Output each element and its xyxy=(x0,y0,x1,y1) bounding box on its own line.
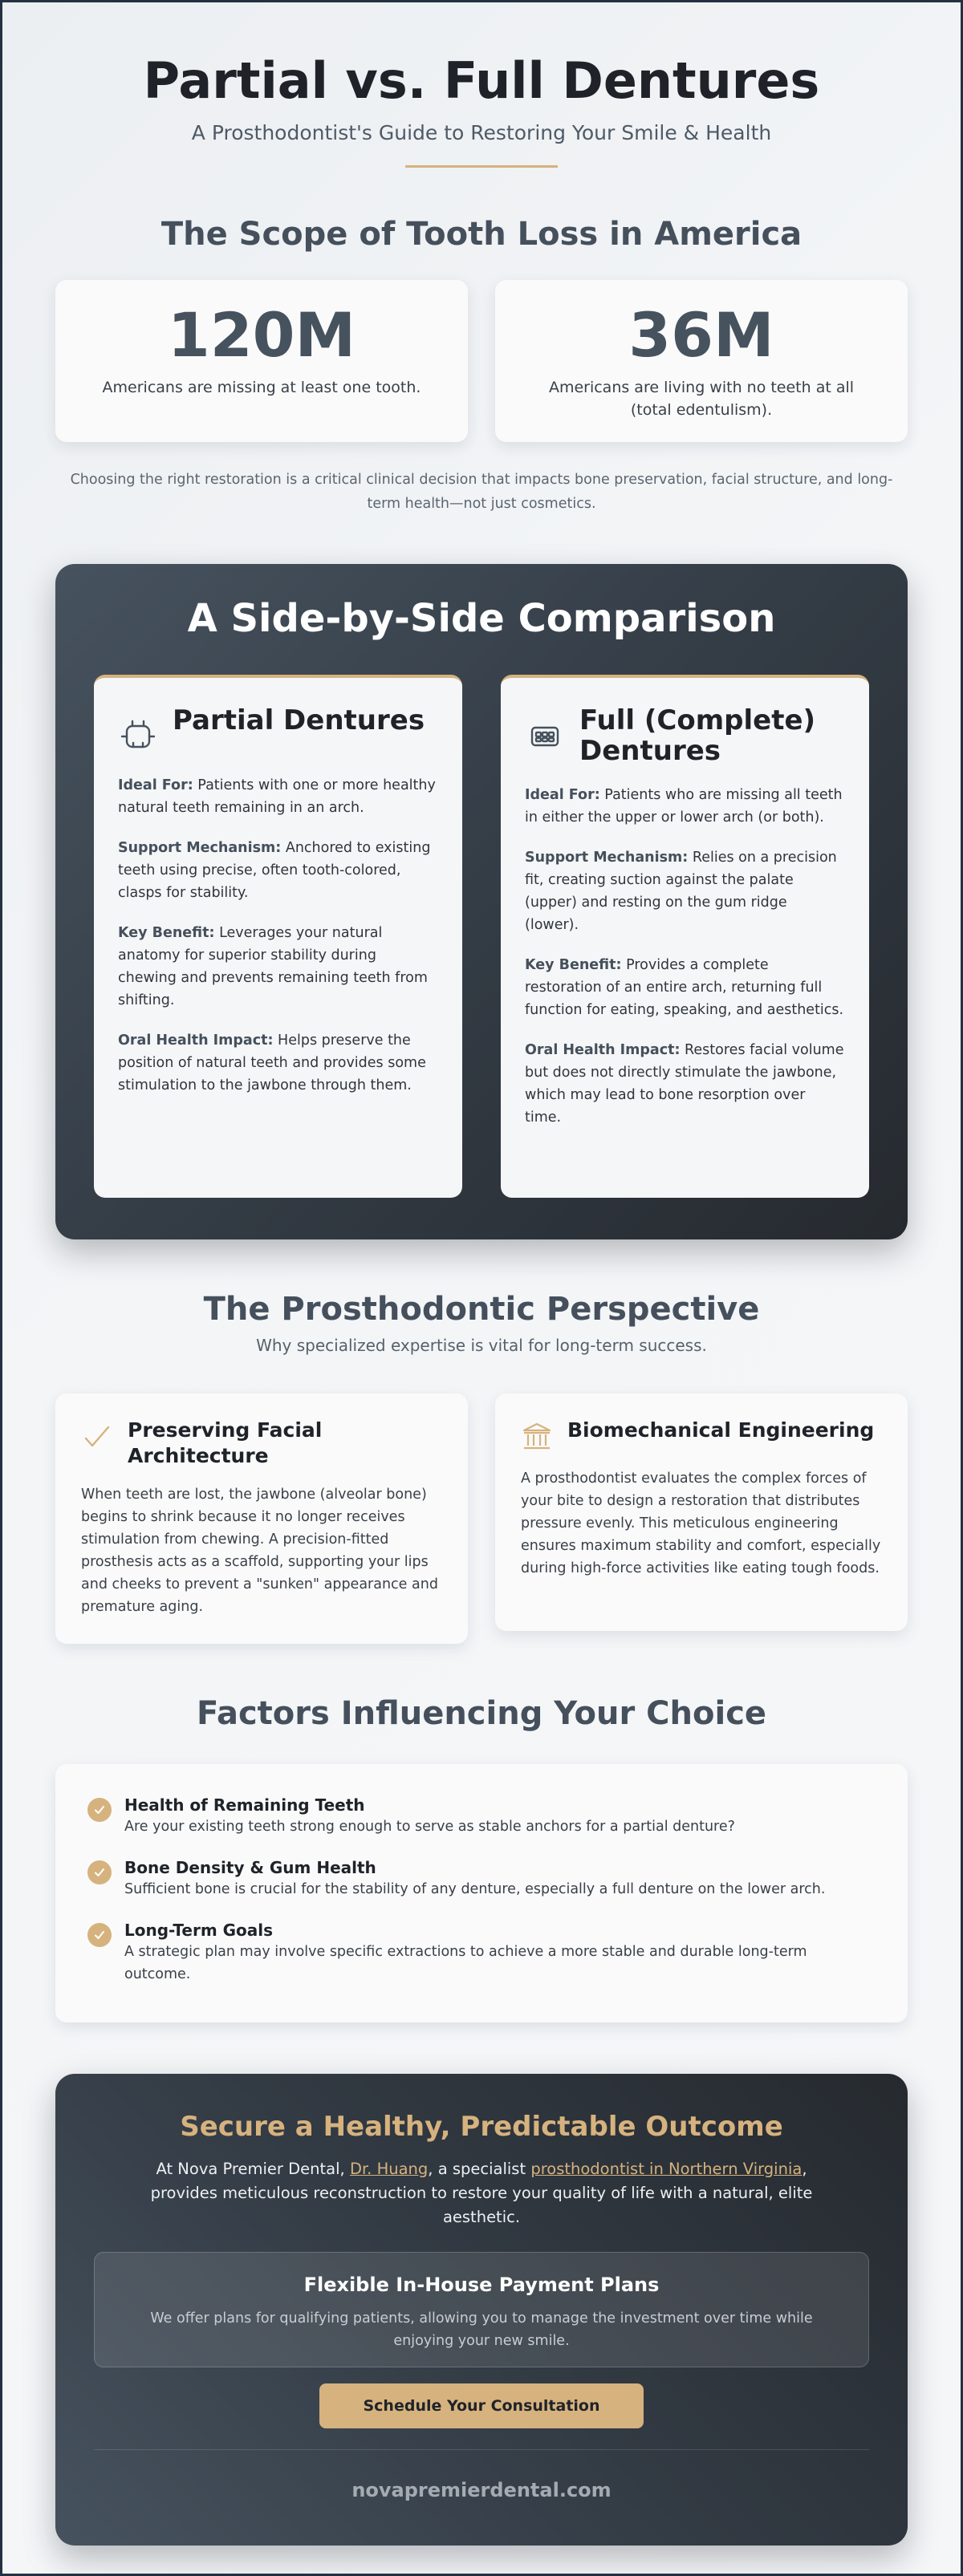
comparison-item-text: Anchored to existing teeth using precise, often tooth-colored, clasps for stability. xyxy=(118,840,431,901)
payment-title: Flexible In-House Payment Plans xyxy=(303,2274,660,2296)
factor-title: Health of Remaining Teeth xyxy=(124,1795,365,1815)
comparison-item xyxy=(525,784,845,829)
header xyxy=(55,2,908,168)
page-title: Partial vs. Full Dentures xyxy=(143,51,820,110)
stat-card xyxy=(495,280,908,442)
stat-description: Americans are living with no teeth at all (total edentulism). xyxy=(548,379,855,419)
comparison-item xyxy=(118,922,438,1012)
cta-text xyxy=(94,2157,869,2229)
comparison-item-text: Restores facial volume but does not directly stimulate the jawbone, which may lead to bone resorption over time. xyxy=(525,1042,844,1126)
factor-text: Are your existing teeth strong enough to serve as stable anchors for a partial denture? xyxy=(124,1819,735,1835)
cta-text-part: , provides meticulous reconstruction to restore your quality of life with a natural, elite aesthetic. xyxy=(150,2160,813,2226)
comparison-card-header xyxy=(525,705,845,766)
perspective-title: The Prosthodontic Perspective xyxy=(203,1291,760,1328)
checkmark-icon xyxy=(81,1421,113,1453)
comparison-item-text: Helps preserve the position of natural teeth and provides some stimulation to the jawbone through them. xyxy=(118,1032,426,1093)
comparison-item-label: Key Benefit: xyxy=(118,925,215,941)
cta-text-part: At Nova Premier Dental, xyxy=(156,2160,350,2178)
comparison-item-text: Patients who are missing all teeth in either the upper or lower arch (or both). xyxy=(525,787,843,826)
perspective-subtitle: Why specialized expertise is vital for long-term success. xyxy=(256,1336,707,1355)
comparison-item-text: Patients with one or more healthy natural teeth remaining in an arch. xyxy=(118,777,436,816)
comparison-item xyxy=(525,1039,845,1129)
perspective-card-text: When teeth are lost, the jawbone (alveolar bone) begins to shrink because it no longer receives stimulation from chewing. A precision-fitted prosthesis acts as a scaffold, supporting your lips and cheeks to prevent a "sunken" appearance and premature aging. xyxy=(81,1487,438,1615)
comparison-item-label: Ideal For: xyxy=(118,777,193,793)
comparison-item-label: Support Mechanism: xyxy=(525,850,689,866)
factor-body xyxy=(124,1795,735,1838)
perspective-card xyxy=(495,1393,908,1631)
stats-row xyxy=(55,280,908,442)
comparison-item-label: Oral Health Impact: xyxy=(118,1032,274,1049)
comparison-item-label: Support Mechanism: xyxy=(118,840,282,856)
factor-body xyxy=(124,1857,825,1901)
factor-item xyxy=(87,1795,876,1838)
stat-value: 120M xyxy=(167,299,356,371)
factor-item xyxy=(87,1920,876,1986)
perspective-card-header xyxy=(81,1418,442,1469)
page-subtitle: A Prosthodontist's Guide to Restoring Your Smile & Health xyxy=(191,121,772,144)
check-circle-icon xyxy=(87,1798,112,1822)
partial-denture-icon xyxy=(118,716,158,757)
full-denture-icon xyxy=(525,716,565,757)
comparison-row xyxy=(94,675,869,1198)
comparison-item xyxy=(118,837,438,904)
perspective-card-title: Biomechanical Engineering xyxy=(567,1418,875,1442)
comparison-item-label: Oral Health Impact: xyxy=(525,1042,681,1058)
page xyxy=(2,2,961,2546)
comparison-title: A Side-by-Side Comparison xyxy=(187,596,776,641)
comparison-item xyxy=(525,954,845,1021)
comparison-items xyxy=(118,774,438,1097)
comparison-items xyxy=(525,784,845,1129)
perspective-row xyxy=(55,1393,908,1644)
schedule-consultation-button[interactable]: Schedule Your Consultation xyxy=(319,2383,644,2428)
cta-text-part: , a specialist xyxy=(428,2160,531,2178)
comparison-card-full xyxy=(501,675,869,1198)
stat-card xyxy=(55,280,468,442)
comparison-card-partial xyxy=(94,675,462,1198)
doctor-link[interactable]: Dr. Huang xyxy=(349,2160,429,2178)
cta-divider xyxy=(94,2449,869,2450)
comparison-card-title: Partial Dentures xyxy=(173,704,425,736)
comparison-card-header xyxy=(118,705,438,757)
factor-title: Bone Density & Gum Health xyxy=(124,1858,376,1877)
factor-title: Long-Term Goals xyxy=(124,1921,274,1940)
website-domain: novapremierdental.com xyxy=(351,2479,612,2501)
comparison-item-text: Provides a complete restoration of an entire arch, returning full function for eating, speaking, and aesthetics. xyxy=(525,957,844,1018)
comparison-item xyxy=(118,774,438,819)
cta-panel xyxy=(55,2074,908,2546)
check-circle-icon xyxy=(87,1923,112,1947)
factor-text: Sufficient bone is crucial for the stability of any denture, especially a full denture on the lower arch. xyxy=(124,1881,826,1897)
check-circle-icon xyxy=(87,1860,112,1884)
perspective-card-header xyxy=(521,1418,882,1453)
factor-body xyxy=(124,1920,876,1986)
stats-note: Choosing the right restoration is a critical clinical decision that impacts bone preservation, facial structure, and long-term health—not just cosmetics. xyxy=(70,472,893,512)
factor-item xyxy=(87,1857,876,1901)
comparison-item-label: Key Benefit: xyxy=(525,957,622,973)
cta-title: Secure a Healthy, Predictable Outcome xyxy=(180,2111,783,2143)
comparison-panel xyxy=(55,564,908,1239)
factor-text: A strategic plan may involve specific extractions to achieve a more stable and durable long-term outcome. xyxy=(124,1944,807,1982)
comparison-item-text: Relies on a precision fit, creating suction against the palate (upper) and resting on the gum ridge (lower). xyxy=(525,850,837,933)
comparison-card-title: Full (Complete) Dentures xyxy=(579,704,816,767)
stat-value: 36M xyxy=(628,299,774,371)
comparison-item-label: Ideal For: xyxy=(525,787,600,803)
stats-title: The Scope of Tooth Loss in America xyxy=(160,216,802,253)
factors-card xyxy=(55,1764,908,2022)
factors-title: Factors Influencing Your Choice xyxy=(196,1695,767,1732)
perspective-card xyxy=(55,1393,468,1644)
comparison-item xyxy=(525,846,845,936)
perspective-card-title: Preserving Facial Architecture xyxy=(128,1418,323,1467)
prosthodontist-link[interactable]: prosthodontist in Northern Virginia xyxy=(530,2160,802,2178)
payment-box xyxy=(94,2252,869,2367)
stat-description: Americans are missing at least one tooth. xyxy=(102,379,421,396)
comparison-item-text: Leverages your natural anatomy for superior stability during chewing and prevents remaining teeth from shifting. xyxy=(118,925,428,1008)
comparison-item xyxy=(118,1029,438,1097)
perspective-card-text: A prosthodontist evaluates the complex forces of your bite to design a restoration that distributes pressure evenly. This meticulous engineering ensures maximum stability and comfort, especially during high-force activities like eating tough foods. xyxy=(521,1471,881,1576)
title-divider xyxy=(405,165,558,168)
building-columns-icon xyxy=(521,1421,553,1453)
payment-text: We offer plans for qualifying patients, allowing you to manage the investment over time while enjoying your new smile. xyxy=(150,2310,813,2349)
